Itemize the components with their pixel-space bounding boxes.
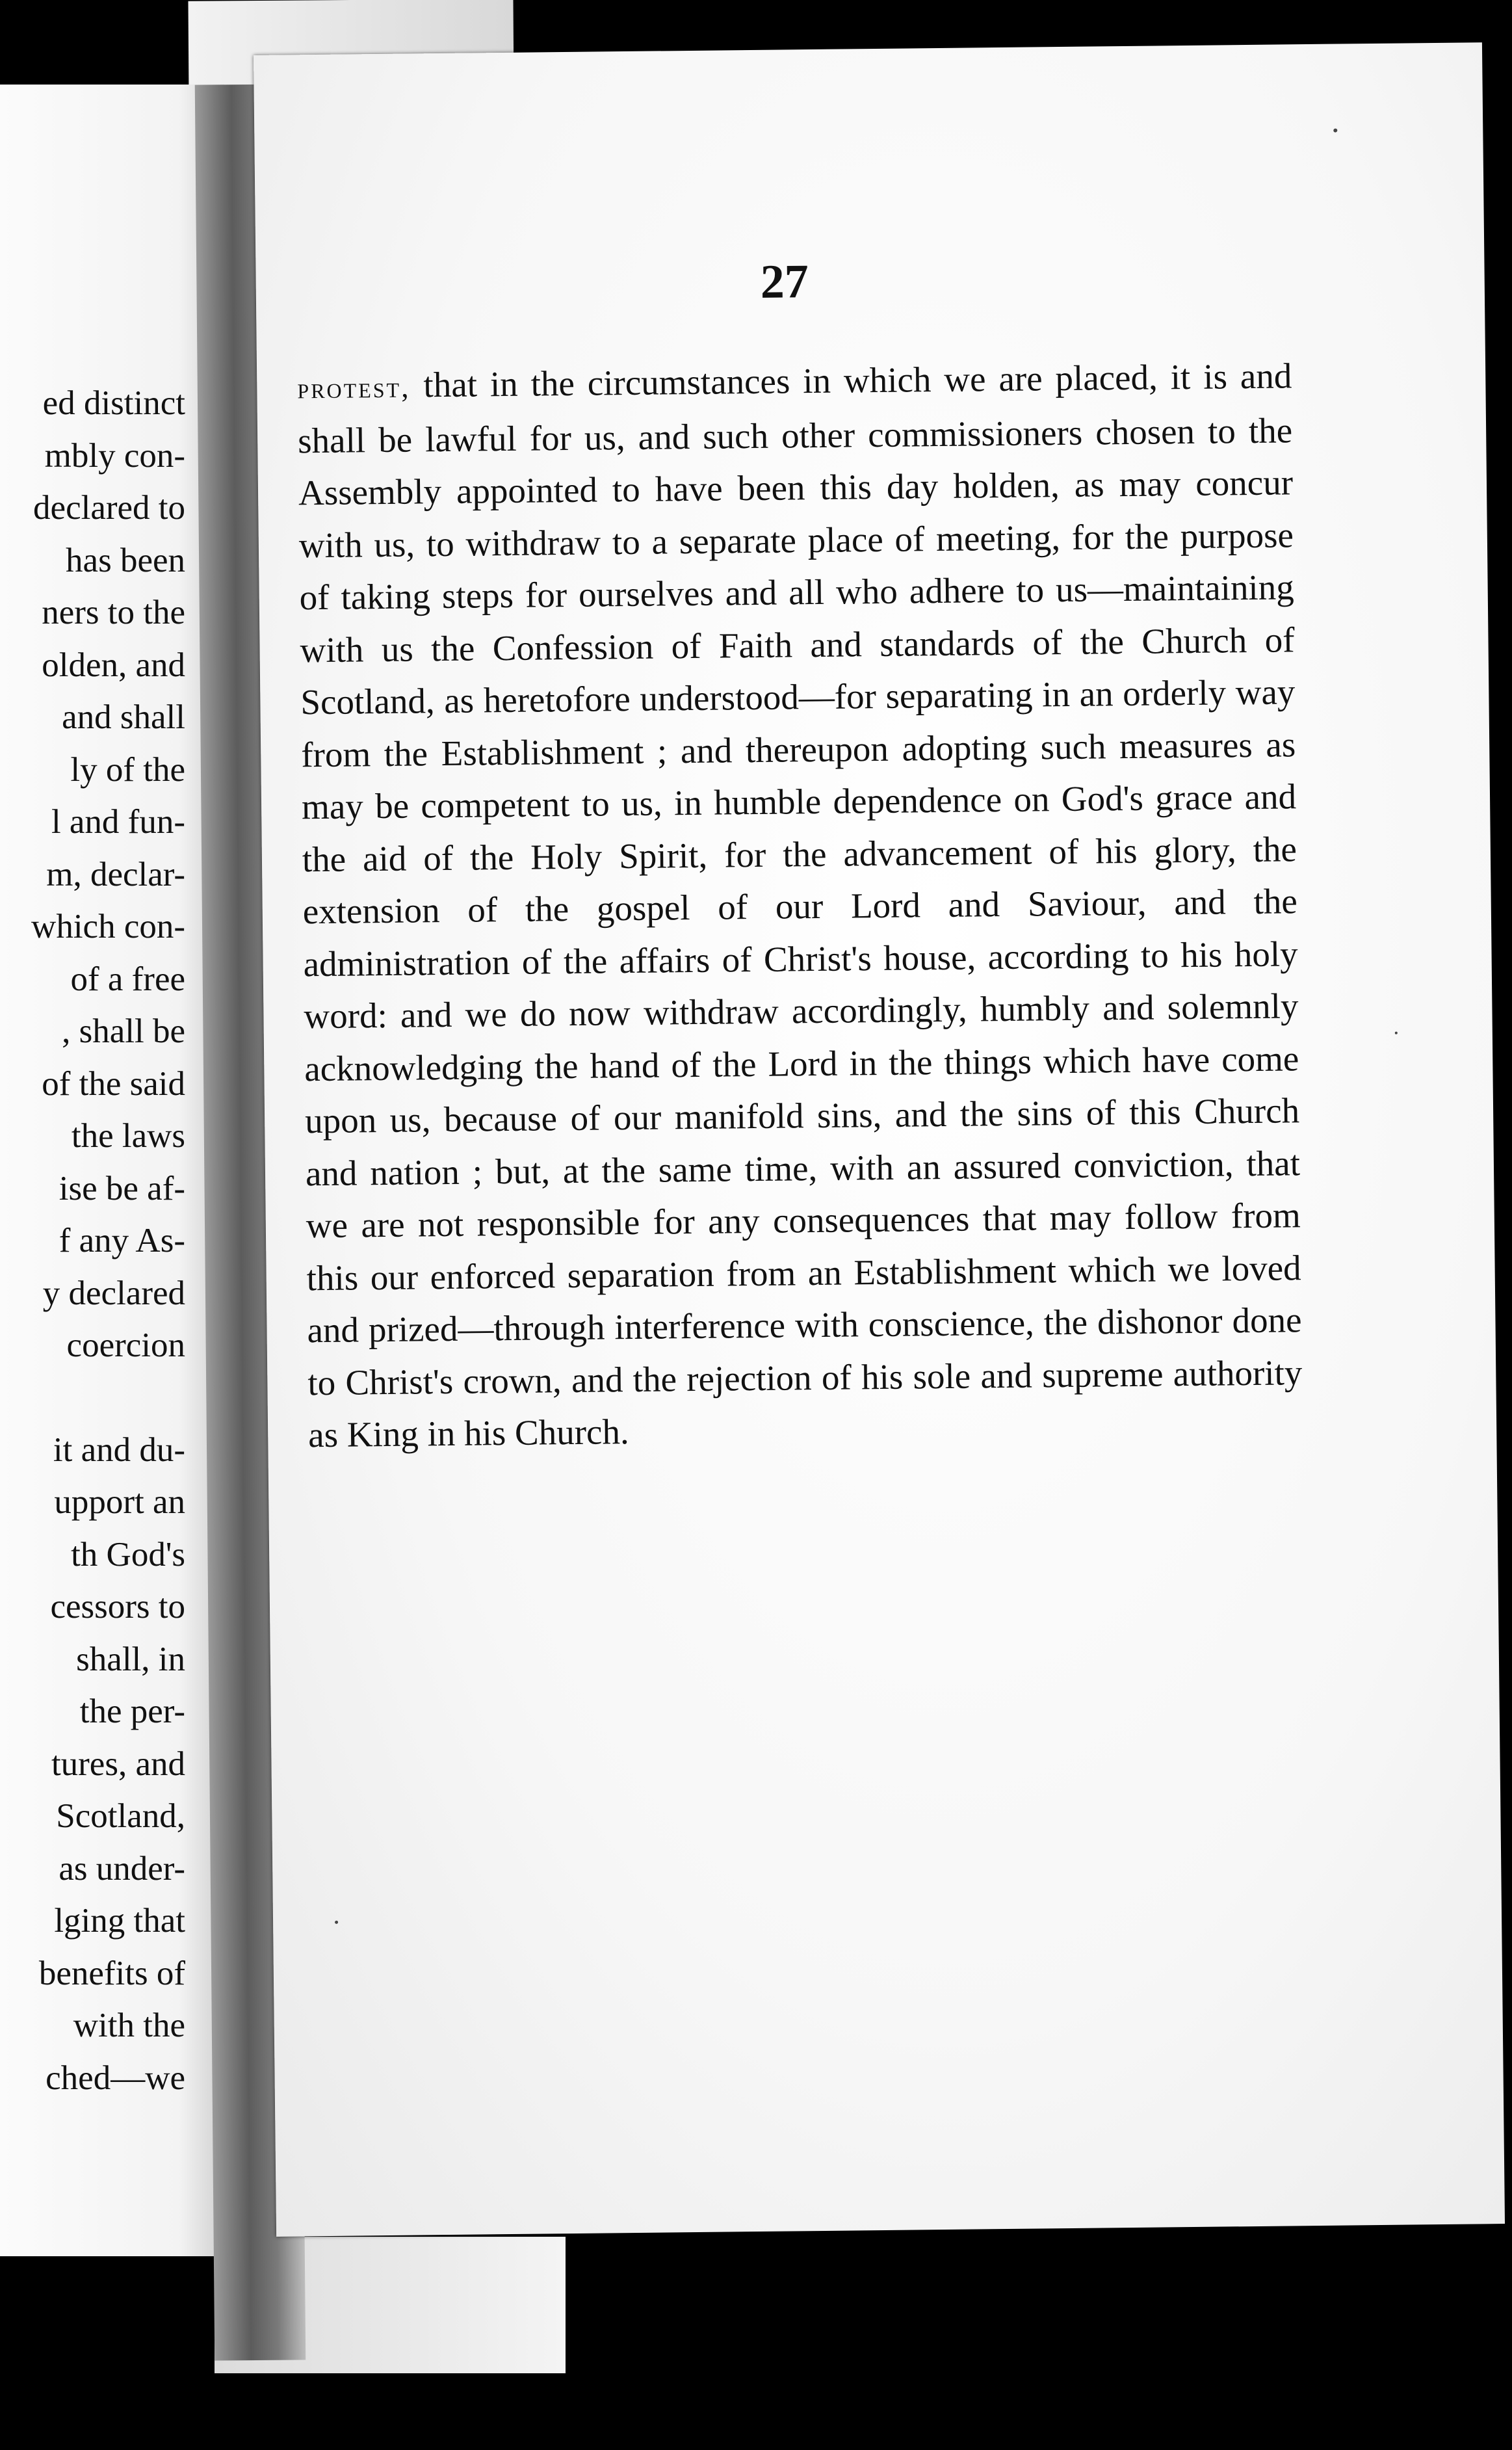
left-page-line: with the [73,2007,185,2044]
left-page-line: ched—we [46,2059,185,2097]
left-page-line: ly of the [70,750,185,789]
left-text-block-1 [0,377,185,1372]
right-page [254,42,1505,2237]
left-page-line: cessors to [50,1588,185,1626]
left-page-line: f any As- [59,1222,185,1259]
paper-speck [1333,129,1337,133]
paper-speck [1395,1032,1398,1034]
lead-word: protest, [297,370,411,405]
left-page-line: and shall [62,698,185,736]
left-page-line: lging that [54,1902,185,1940]
left-page-line: tures, and [51,1745,185,1783]
left-page-line: has been [66,541,185,579]
left-page-text [0,377,185,2104]
left-page-line: th God's [71,1535,185,1574]
left-page-line: ners to the [42,594,185,631]
left-page-line: it and du- [53,1430,185,1469]
body-text: that in the circumstances in which we are placed, it is and shall be lawful for us, and such other commissioners chosen to the Assembly appointed to have been this day holden, as may concur with us, to withdraw to a separate place of meeting, for the purpose of taking steps for ourselves and all who adhere to us—maintaining with us the Confession of Faith and standards of the Church of Scotland, as heretofore understood—for separating in an orderly way from the Establishment ; and thereupon adopting such measures as may be competent to us, in humble dependence on God's grace and the aid of the Holy Spirit, for the advancement of his glory, the extension of the gospel of our Lord and Saviour, and the administration of the affairs of Christ's house, according to his holy word: and we do now withdraw accordingly, humbly and solemnly acknowledging the hand of the Lord in the things which have come upon us, because of our manifold sins, and the sins of this Church and nation ; but, at the same time, with an assured conviction, that we are not responsible for any consequences that may follow from this our enforced separation from an Establishment which we loved and prized—through interference with conscience, the dishonor done to Christ's crown, and the rejection of his sole and supreme authority as King in his Church. [297,356,1303,1455]
left-page-line: as under- [59,1849,185,1888]
left-page-line: the laws [71,1117,185,1155]
left-page [0,85,224,2256]
paragraph-gap [0,1372,185,1424]
paper-speck [335,1921,338,1924]
left-page-line: upport an [54,1483,185,1521]
left-text-block-2 [0,1424,185,2105]
body-paragraph [297,350,1303,1461]
left-page-line: ed distinct [42,384,185,422]
left-page-line: y declared [42,1274,185,1312]
left-page-line: l and fun- [51,803,185,841]
left-page-line: olden, and [42,646,185,684]
left-page-line: which con- [31,908,185,945]
left-page-line: coercion [66,1326,185,1364]
left-page-line: m, declar- [46,855,185,893]
left-page-line: the per- [79,1693,185,1730]
left-page-line: of a free [70,960,185,998]
left-page-line: Scotland, [56,1797,185,1835]
left-page-line: of the said [42,1064,185,1103]
left-page-line: benefits of [38,1954,185,1992]
left-page-line: shall, in [76,1640,185,1678]
left-page-line: declared to [33,489,185,527]
page-number: 27 [760,255,809,309]
left-page-line: mbly con- [44,436,185,475]
left-page-line: , shall be [62,1012,185,1050]
left-page-line: ise be af- [59,1169,185,1207]
